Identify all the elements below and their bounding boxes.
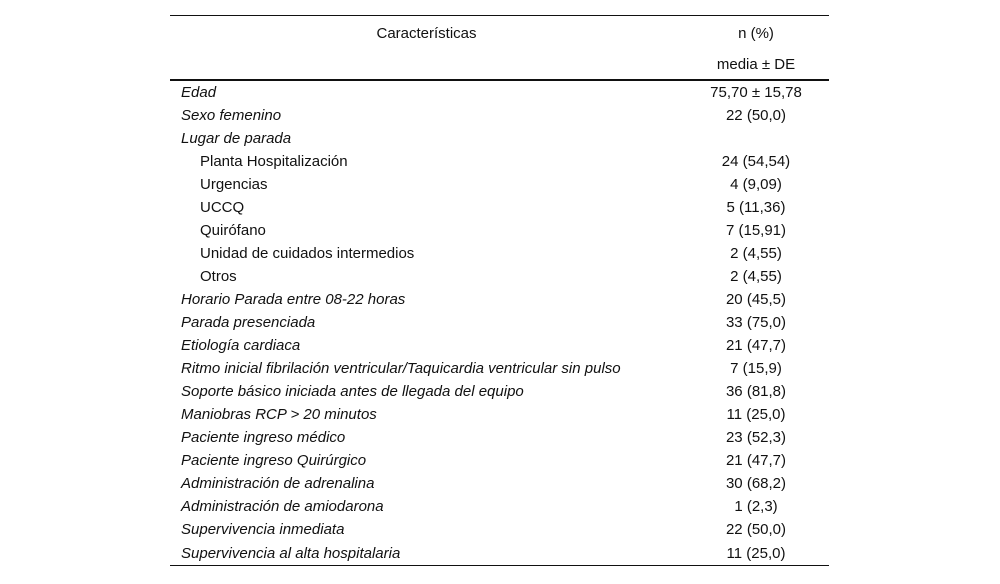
table-row (170, 288, 829, 311)
table-row (170, 311, 829, 334)
row-value: 21 (47,7) (725, 452, 787, 469)
header-empty-cell (170, 49, 683, 80)
table-row (170, 426, 829, 449)
row-label: Lugar de parada (181, 130, 292, 147)
row-value: 2 (4,55) (730, 268, 782, 285)
table-body (170, 80, 829, 566)
table-row (170, 403, 829, 426)
row-label: Etiología cardiaca (181, 337, 301, 354)
row-label: Parada presenciada (181, 314, 316, 331)
table-row (170, 449, 829, 472)
row-value (683, 127, 829, 150)
table-row (170, 127, 829, 150)
table-row (170, 219, 829, 242)
header-row-secondary (170, 49, 829, 80)
row-label: Supervivencia al alta hospitalaria (170, 541, 683, 566)
row-value: 36 (81,8) (725, 383, 787, 400)
row-value: 30 (68,2) (725, 475, 787, 492)
row-value: 5 (11,36) (726, 199, 786, 216)
row-label: Administración de amiodarona (181, 498, 384, 515)
table-row (170, 495, 829, 518)
table-row (170, 173, 829, 196)
table-row (170, 80, 829, 104)
characteristics-table-container (170, 15, 829, 566)
table-row (170, 380, 829, 403)
table-row (170, 265, 829, 288)
header-n-percent: n (%) (683, 16, 829, 50)
row-label: Paciente ingreso médico (181, 429, 346, 446)
table-row (170, 242, 829, 265)
table-row (170, 150, 829, 173)
row-label: Urgencias (200, 176, 268, 193)
row-label: Horario Parada entre 08-22 horas (181, 291, 406, 308)
row-label: Maniobras RCP > 20 minutos (181, 406, 377, 423)
header-row (170, 16, 829, 50)
row-label: Sexo femenino (181, 107, 282, 124)
row-value: 75,70 ± 15,78 (710, 84, 802, 101)
row-label: Ritmo inicial fibrilación ventricular/Taquicardia ventricular sin pulso (181, 360, 621, 377)
header-characteristics: Características (170, 16, 683, 50)
table-row (170, 196, 829, 219)
row-value: 11 (25,0) (683, 541, 829, 566)
row-value: 33 (75,0) (725, 314, 787, 331)
row-value: 4 (9,09) (730, 176, 782, 193)
row-label: Otros (200, 268, 237, 285)
characteristics-table (170, 15, 829, 566)
row-value: 22 (50,0) (725, 107, 787, 124)
row-value: 20 (45,5) (725, 291, 787, 308)
row-value: 7 (15,91) (725, 222, 787, 239)
row-label: Soporte básico iniciada antes de llegada del equipo (181, 383, 524, 400)
row-value: 21 (47,7) (725, 337, 787, 354)
row-label: Planta Hospitalización (200, 153, 348, 170)
row-value: 24 (54,54) (721, 153, 791, 170)
row-label: Unidad de cuidados intermedios (200, 245, 415, 262)
row-value: 2 (4,55) (730, 245, 782, 262)
table-row (170, 104, 829, 127)
row-label: Quirófano (200, 222, 266, 239)
row-value: 22 (50,0) (725, 521, 787, 538)
table-row (170, 472, 829, 495)
row-label: Supervivencia inmediata (181, 521, 345, 538)
row-label: Edad (181, 84, 217, 101)
row-value: 11 (25,0) (726, 406, 786, 423)
row-value: 23 (52,3) (725, 429, 787, 446)
row-label: UCCQ (200, 199, 245, 216)
table-row (170, 541, 829, 566)
row-label: Administración de adrenalina (181, 475, 375, 492)
row-value: 7 (15,9) (730, 360, 782, 377)
row-label: Paciente ingreso Quirúrgico (181, 452, 367, 469)
table-row (170, 357, 829, 380)
table-row (170, 334, 829, 357)
row-value: 1 (2,3) (734, 498, 778, 515)
header-mean-sd: media ± DE (683, 49, 829, 80)
table-row (170, 518, 829, 541)
